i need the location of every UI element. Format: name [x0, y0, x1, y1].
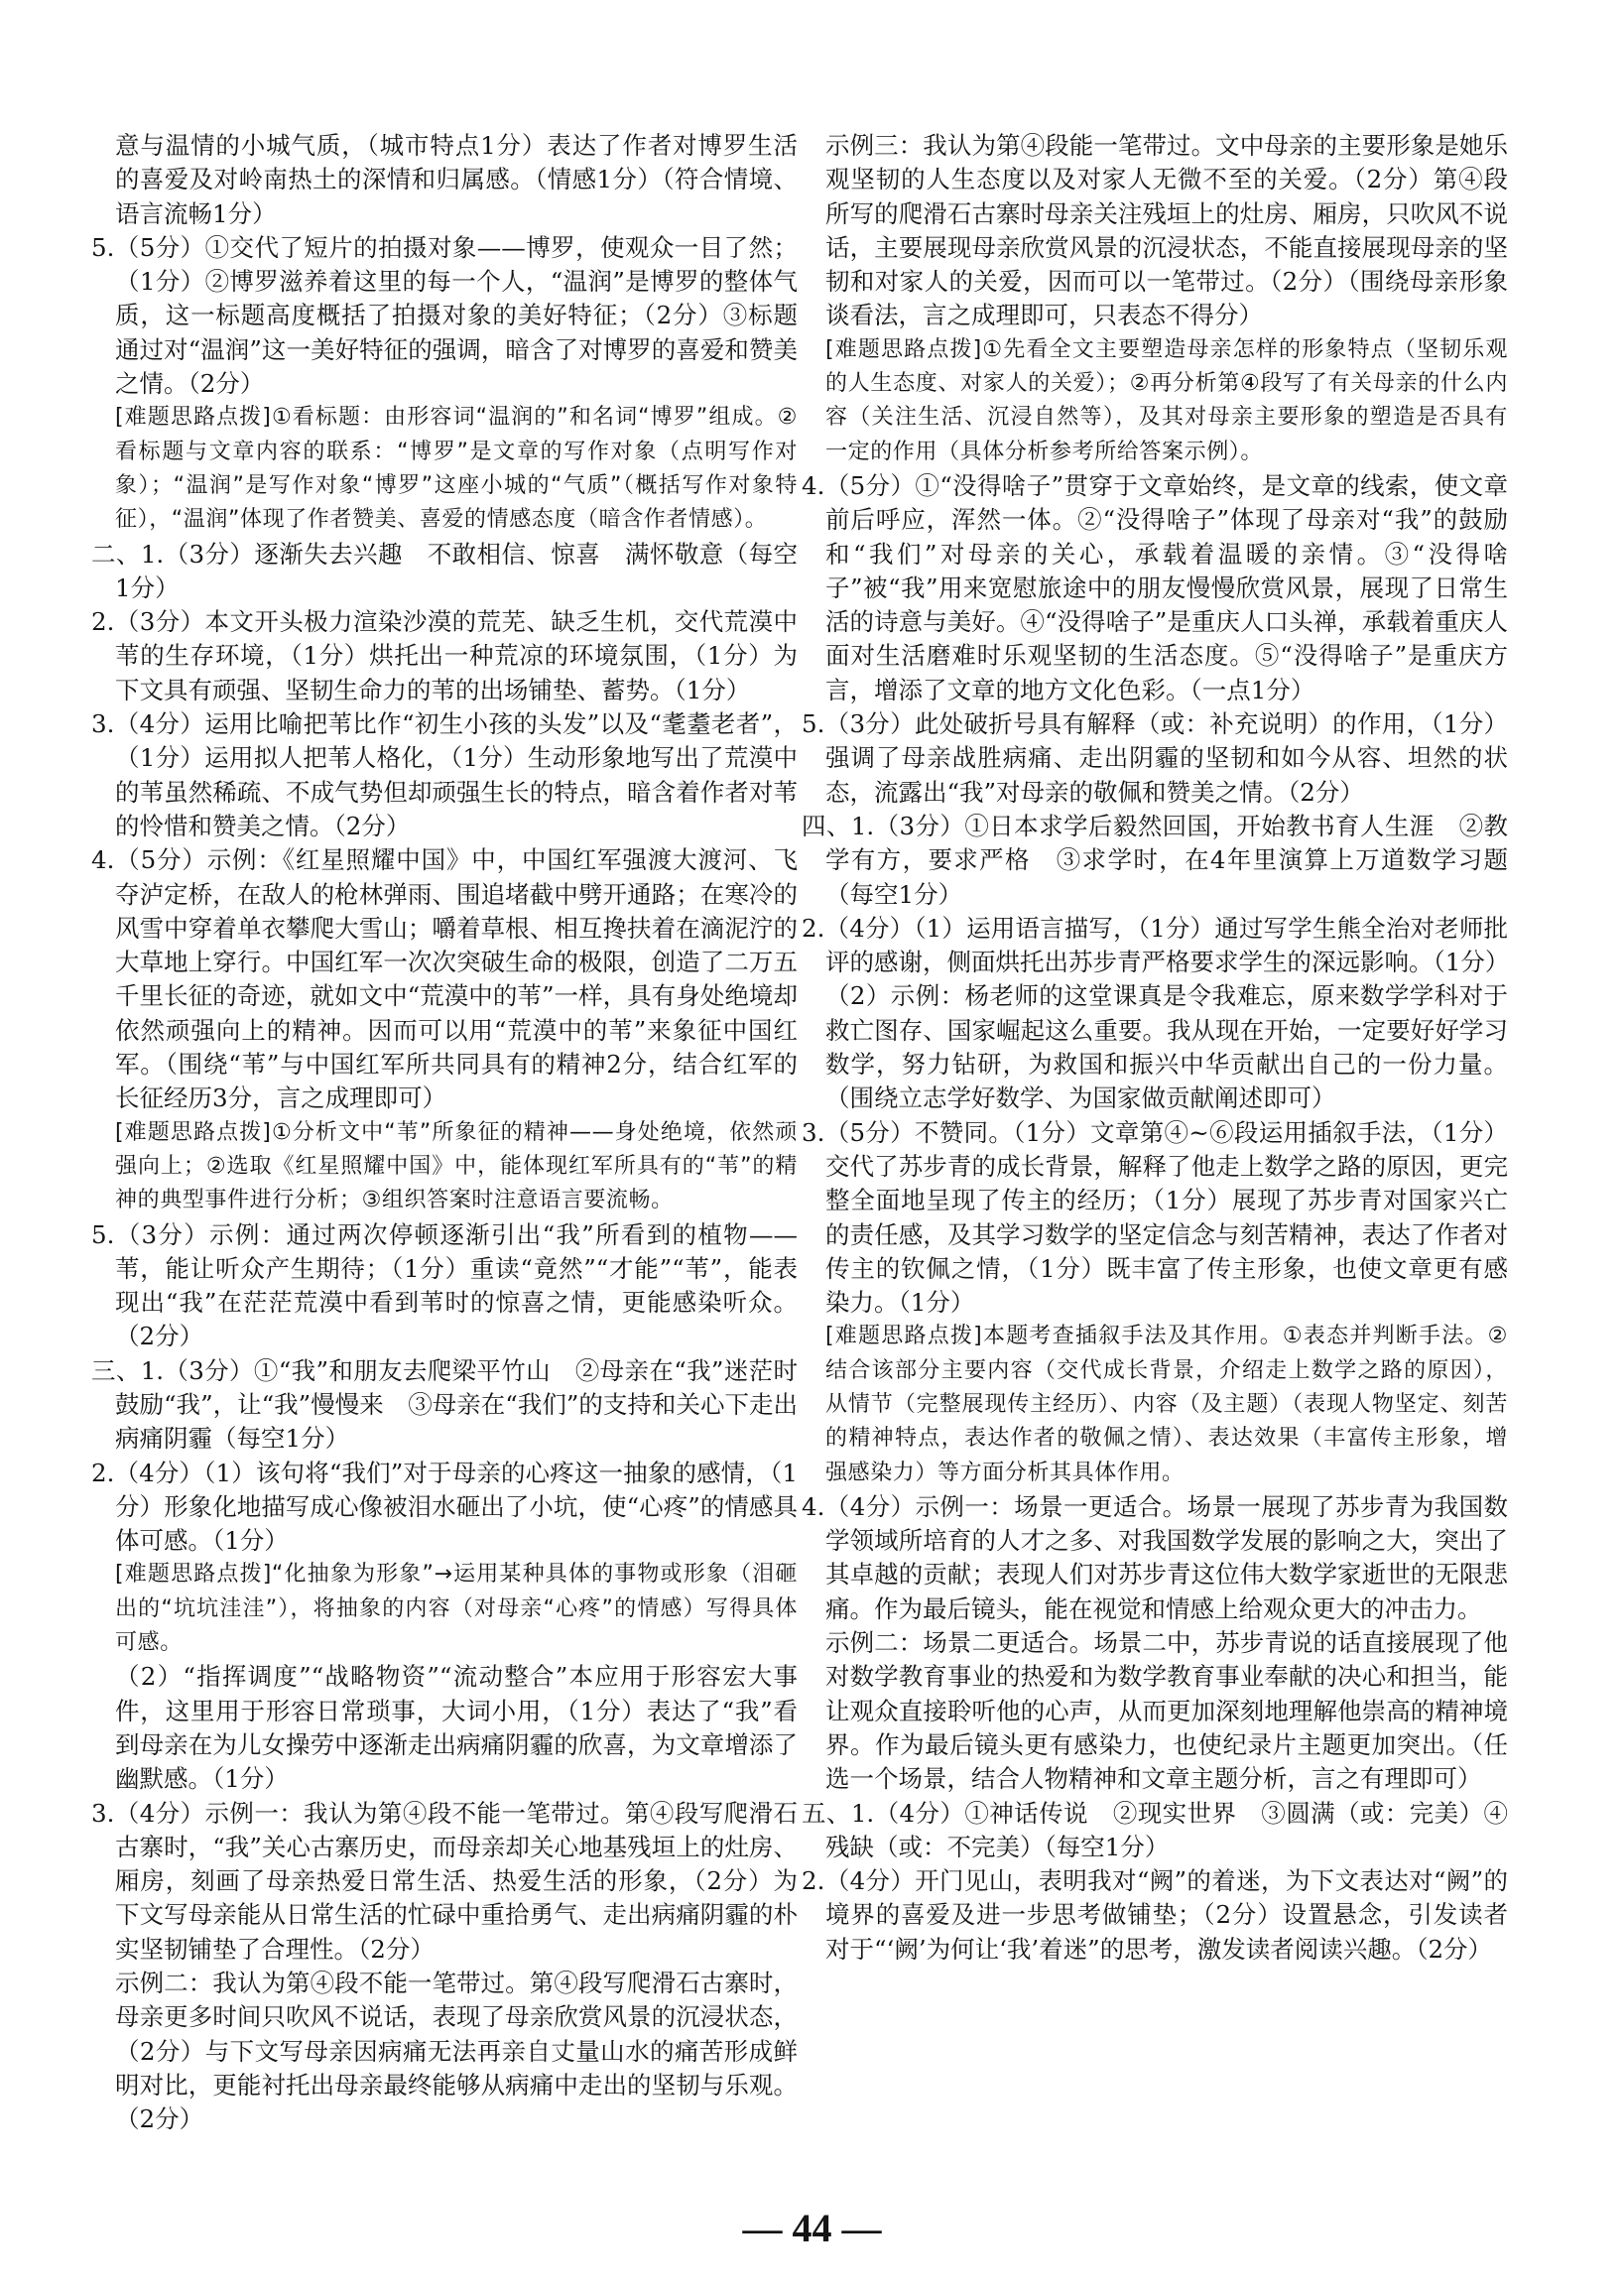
left-column	[91, 129, 798, 2137]
answer-paragraph: 5.（5分）①交代了短片的拍摄对象——博罗，使观众一目了然；（1分）②博罗滋养着这里的每一个人，“温润”是博罗的整体气质，这一标题高度概括了拍摄对象的美好特征；（2分）③标题通过对“温润”这一美好特征的强调，暗含了对博罗的喜爱和赞美之情。（2分）	[91, 232, 798, 399]
answer-paragraph: 三、1.（3分）①“我”和朋友去爬梁平竹山 ②母亲在“我”迷茫时鼓励“我”，让“我”慢慢来 ③母亲在“我们”的支持和关心下走出病痛阴霾（每空1分）	[91, 1355, 798, 1454]
hint-paragraph: [难题思路点拨]①看标题：由形容词“温润的”和名词“博罗”组成。②看标题与文章内容的联系：“博罗”是文章的写作对象（点明写作对象）；“温润”是写作对象“博罗”这座小城的“气质”（概括写作对象特征），“温润”体现了作者赞美、喜爱的情感态度（暗含作者情感）。	[115, 405, 798, 533]
answer-paragraph: 示例三：我认为第④段能一笔带过。文中母亲的主要形象是她乐观坚韧的人生态度以及对家人无微不至的关爱。（2分）第④段所写的爬滑石古寨时母亲关注残垣上的灶房、厢房，只吹风不说话，主要展现母亲欣赏风景的沉浸状态，不能直接展现母亲的坚韧和对家人的关爱，因而可以一笔带过。（2分）（围绕母亲形象谈看法，言之成理即可，只表态不得分）	[825, 131, 1508, 330]
answer-paragraph: 4.（5分）示例：《红星照耀中国》中，中国红军强渡大渡河、飞夺泸定桥，在敌人的枪林弹雨、围追堵截中劈开通路；在寒冷的风雪中穿着单衣攀爬大雪山；嚼着草根、相互搀扶着在滴泥泞的大草地上穿行。中国红军一次次突破生命的极限，创造了二万五千里长征的奇迹，就如文中“荒漠中的苇”一样，具有身处绝境却依然顽强向上的精神。因而可以用“荒漠中的苇”来象征中国红军。（围绕“苇”与中国红军所共同具有的精神2分，结合红军的长征经历3分，言之成理即可）	[91, 845, 798, 1113]
answer-paragraph: 2.（3分）本文开头极力渲染沙漠的荒芜、缺乏生机，交代荒漠中苇的生存环境，（1分）烘托出一种荒凉的环境氛围，（1分）为下文具有顽强、坚韧生命力的苇的出场铺垫、蓄势。（1分）	[91, 607, 798, 704]
answer-paragraph: 二、1.（3分）逐渐失去兴趣 不敢相信、惊喜 满怀敬意（每空1分）	[91, 539, 798, 602]
answer-paragraph: 5.（3分）示例：通过两次停顿逐渐引出“我”所看到的植物——苇，能让听众产生期待；（1分）重读“竟然”“才能”“苇”，能表现出“我”在茫茫荒漠中看到苇时的惊喜之情，更能感染听众。（2分）	[91, 1219, 798, 1351]
hint-paragraph: [难题思路点拨]本题考查插叙手法及其作用。①表态并判断手法。②结合该部分主要内容（交代成长背景，介绍走上数学之路的原因），从情节（完整展现传主经历）、内容（及主题）（表现人物坚定、刻苦的精神特点，表达作者的敬佩之情）、表达效果（丰富传主形象，增强感染力）等方面分析其具体作用。	[825, 1324, 1508, 1485]
answer-paragraph: 示例二：我认为第④段不能一笔带过。第④段写爬滑石古寨时，母亲更多时间只吹风不说话，表现了母亲欣赏风景的沉浸状态，（2分）与下文写母亲因病痛无法再亲自丈量山水的痛苦形成鲜明对比，更能衬托出母亲最终能够从病痛中走出的坚韧与乐观。（2分）	[115, 1969, 798, 2134]
answer-paragraph: 3.（4分）示例一：我认为第④段不能一笔带过。第④段写爬滑石古寨时，“我”关心古寨历史，而母亲却关心地基残垣上的灶房、厢房，刻画了母亲热爱日常生活、热爱生活的形象，（2分）为下文写母亲能从日常生活的忙碌中重拾勇气、走出病痛阴霾的朴实坚韧铺垫了合理性。（2分）	[91, 1798, 798, 1964]
answer-paragraph: 四、1.（3分）①日本求学后毅然回国，开始教书育人生涯 ②教学有方，要求严格 ③求学时，在4年里演算上万道数学习题（每空1分）	[802, 811, 1508, 909]
answer-paragraph: 4.（4分）示例一：场景一更适合。场景一展现了苏步青为我国数学领域所培育的人才之多、对我国数学发展的影响之大，突出了其卓越的贡献；表现人们对苏步青这位伟大数学家逝世的无限悲痛。作为最后镜头，能在视觉和情感上给观众更大的冲击力。	[802, 1491, 1508, 1623]
answer-paragraph: 3.（4分）运用比喻把苇比作“初生小孩的头发”以及“耄耋老者”，（1分）运用拟人把苇人格化，（1分）生动形象地写出了荒漠中的苇虽然稀疏、不成气势但却顽强生长的特点，暗含着作者对苇的怜惜和赞美之情。（2分）	[91, 709, 798, 840]
hint-paragraph: [难题思路点拨]“化抽象为形象”→运用某种具体的事物或形象（泪砸出的“坑坑洼洼”），将抽象的内容（对母亲“心疼”的情感）写得具体可感。	[115, 1562, 798, 1656]
answer-paragraph: 2.（4分）（1）该句将“我们”对于母亲的心疼这一抽象的感情，（1分）形象化地描写成心像被泪水砸出了小坑，使“心疼”的情感具体可感。（1分）	[91, 1458, 798, 1556]
answer-paragraph: 示例二：场景二更适合。场景二中，苏步青说的话直接展现了他对数学教育事业的热爱和为数学教育事业奉献的决心和担当，能让观众直接聆听他的心声，从而更加深刻地理解他崇高的精神境界。作为最后镜头更有感染力，也使纪录片主题更加突出。（任选一个场景，结合人物精神和文章主题分析，言之有理即可）	[825, 1628, 1508, 1794]
answer-paragraph: 4.（5分）①“没得啥子”贯穿于文章始终，是文章的线索，使文章前后呼应，浑然一体。②“没得啥子”体现了母亲对“我”的鼓励和“我们”对母亲的关心，承载着温暖的亲情。③“没得啥子”被“我”用来宽慰旅途中的朋友慢慢欣赏风景，展现了日常生活的诗意与美好。④“没得啥子”是重庆人口头禅，承载着重庆人面对生活磨难时乐观坚韧的生活态度。⑤“没得啥子”是重庆方言，增添了文章的地方文化色彩。（一点1分）	[802, 470, 1508, 704]
answer-paragraph: 3.（5分）不赞同。（1分）文章第④~⑥段运用插叙手法，（1分）交代了苏步青的成长背景，解释了他走上数学之路的原因，更完整全面地呈现了传主的经历；（1分）展现了苏步青对国家兴亡的责任感，及其学习数学的坚定信念与刻苦精神，表达了作者对传主的钦佩之情，（1分）既丰富了传主形象，也使文章更有感染力。（1分）	[802, 1117, 1508, 1318]
right-column	[802, 129, 1508, 1967]
answer-paragraph: 2.（4分）（1）运用语言描写，（1分）通过写学生熊全治对老师批评的感谢，侧面烘托出苏步青严格要求学生的深远影响。（1分）	[802, 913, 1510, 977]
hint-paragraph: [难题思路点拨]①分析文中“苇”所象征的精神——身处绝境，依然顽强向上；②选取《红星照耀中国》中，能体现红军所具有的“苇”的精神的典型事件进行分析；③组织答案时注意语言要流畅。	[115, 1119, 798, 1213]
answer-paragraph: （2）“指挥调度”“战略物资”“流动整合”本应用于形容宏大事件，这里用于形容日常琐事，大词小用，（1分）表达了“我”看到母亲在为儿女操劳中逐渐走出病痛阴霾的欣喜，为文章增添了幽默感。（1分）	[115, 1662, 798, 1794]
answer-paragraph: 意与温情的小城气质，（城市特点1分）表达了作者对博罗生活的喜爱及对岭南热土的深情和归属感。（情感1分）（符合情境、语言流畅1分）	[115, 131, 798, 228]
answer-paragraph: 5.（3分）此处破折号具有解释（或：补充说明）的作用，（1分）强调了母亲战胜病痛、走出阴霾的坚韧和如今从容、坦然的状态，流露出“我”对母亲的敬佩和赞美之情。（2分）	[802, 709, 1508, 807]
page-number: — 44 —	[742, 2206, 882, 2250]
answer-paragraph: 五、1.（4分）①神话传说 ②现实世界 ③圆满（或：完美）④残缺（或：不完美）（每空1分）	[802, 1798, 1508, 1861]
answer-paragraph: （2）示例：杨老师的这堂课真是令我难忘，原来数学学科对于救亡图存、国家崛起这么重要。我从现在开始，一定要好好学习数学，努力钻研，为救国和振兴中华贡献出自己的一份力量。（围绕立志学好数学、为国家做贡献阐述即可）	[825, 981, 1508, 1113]
answer-paragraph: 2.（4分）开门见山，表明我对“阙”的着迷，为下文表达对“阙”的境界的喜爱及进一步思考做铺垫；（2分）设置悬念，引发读者对于“‘阙’为何让‘我’着迷”的思考，激发读者阅读兴趣。（2分）	[802, 1866, 1508, 1964]
hint-paragraph: [难题思路点拨]①先看全文主要塑造母亲怎样的形象特点（坚韧乐观的人生态度、对家人的关爱）；②再分析第④段写了有关母亲的什么内容（关注生活、沉浸自然等），及其对母亲主要形象的塑造是否具有一定的作用（具体分析参考所给答案示例）。	[825, 336, 1508, 464]
